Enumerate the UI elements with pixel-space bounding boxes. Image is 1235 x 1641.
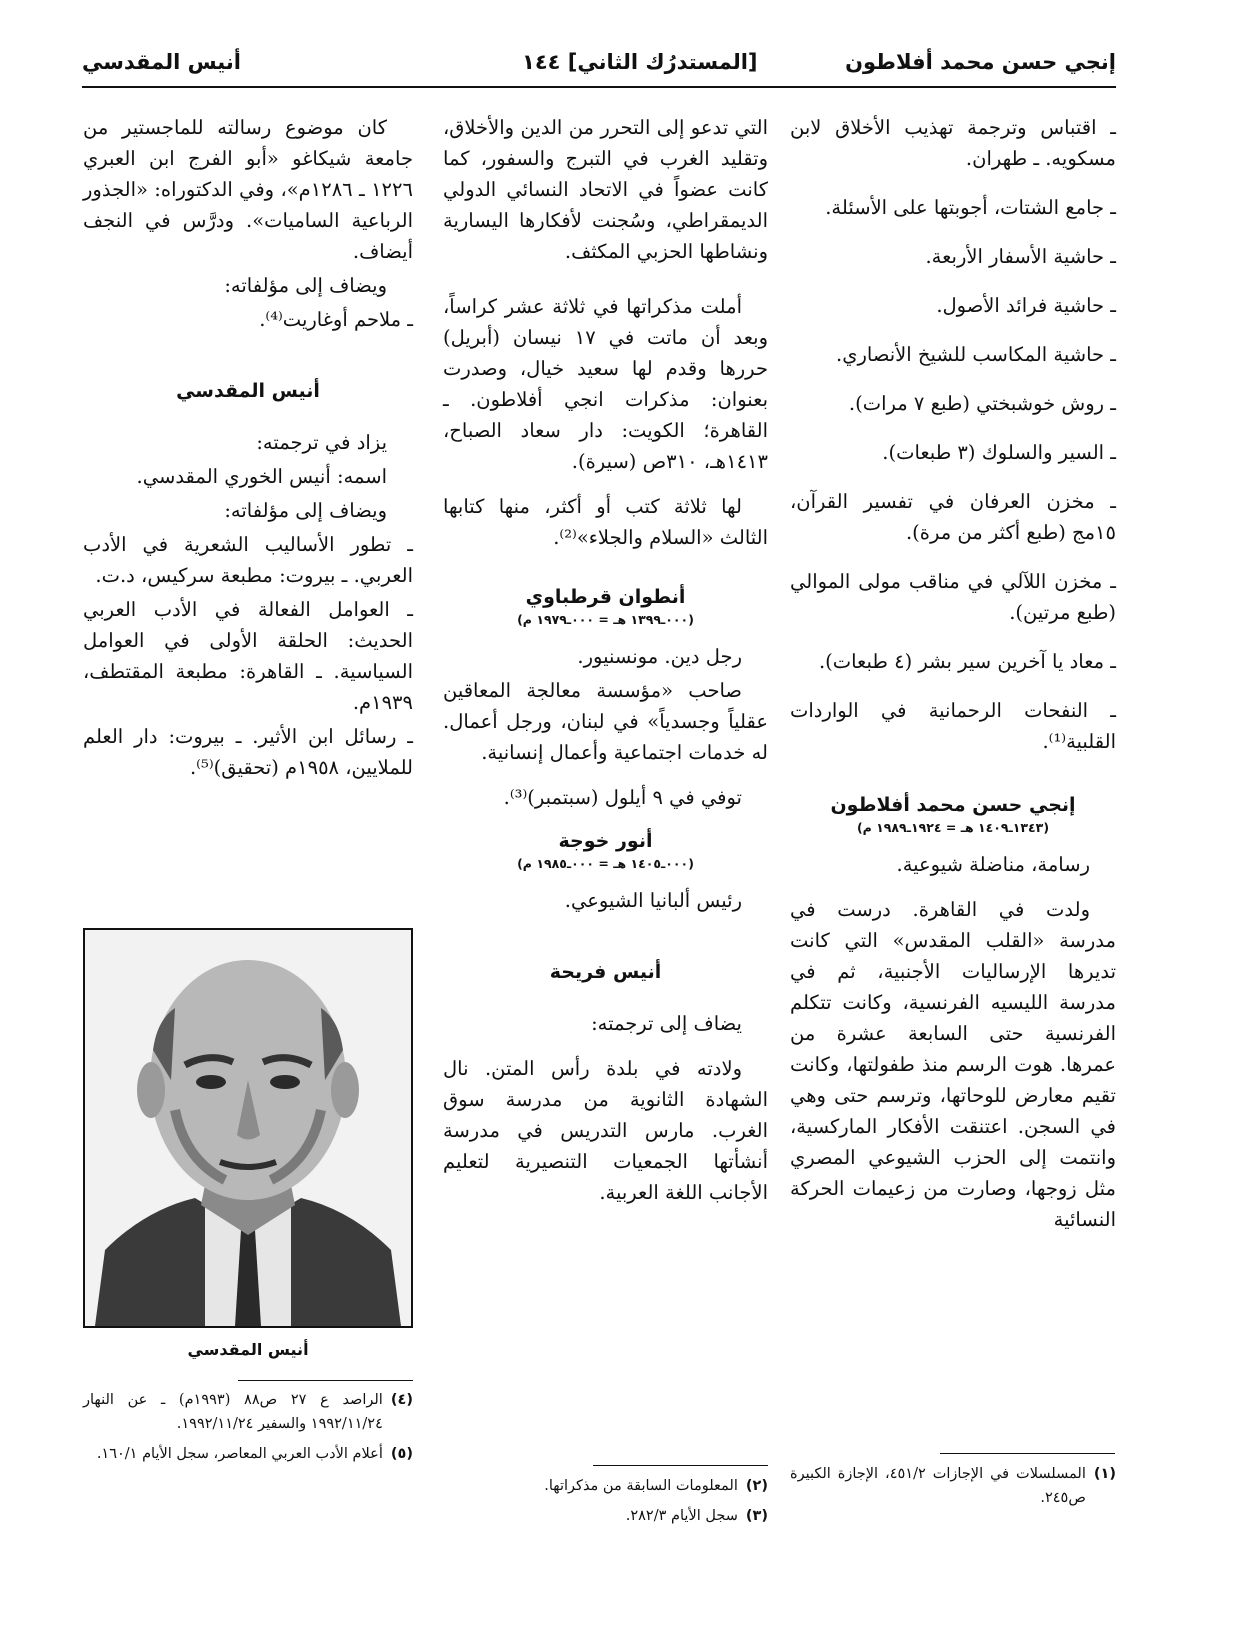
list-item: ـ ملاحم أوغاريت⁽⁴⁾.: [259, 308, 413, 331]
list-item: ـ حاشية المكاسب للشيخ الأنصاري.: [836, 343, 1116, 366]
entry-intro-anis-frayha: يضاف إلى ترجمته:: [591, 1012, 742, 1035]
footnote-text: أعلام الأدب العربي المعاصر، سجل الأيام ١٦٠/١.: [96, 1446, 383, 1462]
footnote-number: (٥): [390, 1446, 413, 1462]
footnote: [790, 1462, 1116, 1510]
footnotes-mid: [443, 1474, 768, 1534]
paragraph: ويضاف إلى مؤلفاته:: [224, 274, 387, 297]
footnote: [83, 1442, 413, 1466]
paragraph: لها ثلاثة كتب أو أكثر، منها كتابها الثالث «السلام والجلاء»⁽²⁾.: [443, 495, 768, 549]
portrait-photo: [83, 928, 413, 1328]
footnote-number: (٣): [745, 1508, 768, 1524]
list-item: ـ حاشية فرائد الأصول.: [936, 294, 1116, 317]
paragraph: التي تدعو إلى التحرر من الدين والأخلاق، وتقليد الغرب في التبرج والسفور، كما كانت عضواً في الاتحاد النسائي الدولي الديمقراطي، وسُجنت لأفكارها اليسارية ونشاطها الحزبي المكثف.: [443, 116, 768, 263]
footnote-rule-right: [940, 1453, 1115, 1454]
footnote-text: المعلومات السابقة من مذكراتها.: [544, 1478, 738, 1494]
footnote-text: الراصد ع ٢٧ ص٨٨ (١٩٩٣م) ـ عن النهار ١٩٩٢/١١/٢٤ والسفير ١٩٩٢/١١/٢٤.: [83, 1392, 383, 1432]
footnote-number: (١): [1093, 1466, 1116, 1482]
header-left-title: أنيس المقدسي: [82, 50, 241, 74]
entry-dates-enver: (٠٠٠ـ١٤٠٥ هـ = ٠٠٠ـ١٩٨٥ م): [517, 856, 694, 871]
header-center-title: [المستدرُك الثاني] ١٤٤: [522, 50, 758, 74]
entry-title-inji: إنجي حسن محمد أفلاطون: [830, 794, 1076, 816]
list-item: ـ حاشية الأسفار الأربعة.: [925, 245, 1116, 268]
footnote: [83, 1388, 413, 1436]
left-column: [83, 112, 413, 786]
entry-title-anis-frayha: أنيس فريحة: [549, 961, 662, 983]
entry-dates-inji: (١٣٤٣ـ١٤٠٩ هـ = ١٩٢٤ـ١٩٨٩ م): [856, 820, 1050, 835]
entry-death-antoine: توفي في ٩ أيلول (سبتمبر)⁽³⁾.: [503, 786, 742, 809]
footnote: [443, 1504, 768, 1528]
entry-intro-anis-maqdisi: يزاد في ترجمته:: [256, 431, 387, 454]
entry-body-antoine: صاحب «مؤسسة معالجة المعاقين عقلياً وجسدياً» في لبنان، ورجل أعمال. له خدمات اجتماعية وأعمال إنسانية.: [443, 679, 768, 764]
entry-body-inji: ولدت في القاهرة. درست في مدرسة «القلب المقدس» التي كانت تديرها الإرساليات الأجنبية، ثم في مدرسة الليسيه الفرنسية، وكانت تتكلم الفرنسية حتى السابعة عشرة من عمرها. هوت الرسم منذ طفولتها، وكانت تقيم معارض للوحاتها، وترسم حتى وهي في السجن. اعتنقت الأفكار الماركسية، وانتمت إلى الحزب الشيوعي المصري مثل زوجها، وصارت من زعيمات الحركة النسائية: [790, 898, 1116, 1231]
header-rule: [82, 86, 1116, 88]
middle-column: [443, 112, 768, 1222]
entry-title-anis-maqdisi: أنيس المقدسي: [176, 380, 320, 402]
list-item: ـ جامع الشتات، أجوبتها على الأسئلة.: [825, 196, 1116, 219]
list-item: ـ اقتباس وترجمة تهذيب الأخلاق لابن مسكويه. ـ طهران.: [790, 116, 1116, 170]
footnotes-right: [790, 1462, 1116, 1516]
footnote-number: (٢): [745, 1478, 768, 1494]
entry-add-anis-maqdisi: ويضاف إلى مؤلفاته:: [224, 499, 387, 522]
header-right-title: إنجي حسن محمد أفلاطون: [845, 50, 1116, 74]
footnote: [443, 1474, 768, 1498]
entry-dates-antoine: (٠٠٠ـ١٣٩٩ هـ = ٠٠٠ـ١٩٧٩ م): [517, 612, 694, 627]
footnote-rule-left: [238, 1380, 413, 1381]
list-item: ـ العوامل الفعالة في الأدب العربي الحديث: الحلقة الأولى في العوامل السياسية. ـ القاهرة: مطبعة المقتطف، ١٩٣٩م.: [83, 598, 413, 714]
paragraph: كان موضوع رسالته للماجستير من جامعة شيكاغو «أبو الفرج ابن العبري ١٢٢٦ ـ ١٢٨٦م»، وفي الدكتوراه: «الجذور الرباعية الساميات». ودرَّس في النجف أيضاف.: [83, 116, 413, 263]
entry-role-antoine: رجل دين. مونسنيور.: [577, 645, 742, 668]
entry-title-antoine: أنطوان قرطباوي: [525, 586, 686, 608]
right-column: [790, 112, 1116, 1249]
list-item: ـ النفحات الرحمانية في الواردات القلبية⁽¹⁾.: [790, 699, 1116, 753]
entry-name-anis-maqdisi: اسمه: أنيس الخوري المقدسي.: [136, 465, 387, 488]
paragraph: أملت مذكراتها في ثلاثة عشر كراساً، وبعد أن ماتت في ١٧ نيسان (أبريل) حررها وقدم لها سعيد خيال، وصدرت بعنوان: مذكرات انجي أفلاطون. ـ القاهرة؛ الكويت: دار سعاد الصباح، ١٤١٣هـ، ٣١٠ص (سيرة).: [443, 295, 768, 473]
list-item: ـ مخزن اللآلي في مناقب مولى الموالي (طبع مرتين).: [790, 570, 1116, 624]
list-item: ـ مخزن العرفان في تفسير القرآن، ١٥مج (طبع أكثر من مرة).: [790, 490, 1116, 544]
list-item: ـ السير والسلوك (٣ طبعات).: [882, 441, 1116, 464]
page-header: [82, 48, 1116, 90]
footnote-rule-mid: [593, 1465, 768, 1466]
list-item: ـ معاد يا آخرين سير بشر (٤ طبعات).: [818, 650, 1116, 673]
footnote-number: (٤): [390, 1392, 413, 1408]
entry-role-inji: رسامة، مناضلة شيوعية.: [896, 853, 1090, 876]
photo-caption: أنيس المقدسي: [187, 1340, 309, 1359]
entry-role-enver: رئيس ألبانيا الشيوعي.: [564, 889, 742, 912]
footnote-text: المسلسلات في الإجازات ٤٥١/٢، الإجازة الكبيرة ص٢٤٥.: [790, 1466, 1086, 1506]
portrait-illustration: [85, 930, 411, 1326]
list-item: ـ روش خوشبختي (طبع ٧ مرات).: [848, 392, 1116, 415]
footnote-text: سجل الأيام ٢٨٢/٣.: [625, 1508, 738, 1524]
list-item: ـ رسائل ابن الأثير. ـ بيروت: دار العلم للملايين، ١٩٥٨م (تحقيق)⁽⁵⁾.: [83, 725, 413, 779]
list-item: ـ تطور الأساليب الشعرية في الأدب العربي. ـ بيروت: مطبعة سركيس، د.ت.: [83, 533, 413, 587]
entry-title-enver: أنور خوجة: [558, 830, 653, 852]
footnotes-left: [83, 1388, 413, 1472]
entry-body-anis-frayha: ولادته في بلدة رأس المتن. نال الشهادة الثانوية من مدرسة سوق الغرب. مارس التدريس في مدرسة أنشأتها الجمعيات التنصيرية لتعليم الأجانب اللغة العربية.: [443, 1057, 768, 1204]
